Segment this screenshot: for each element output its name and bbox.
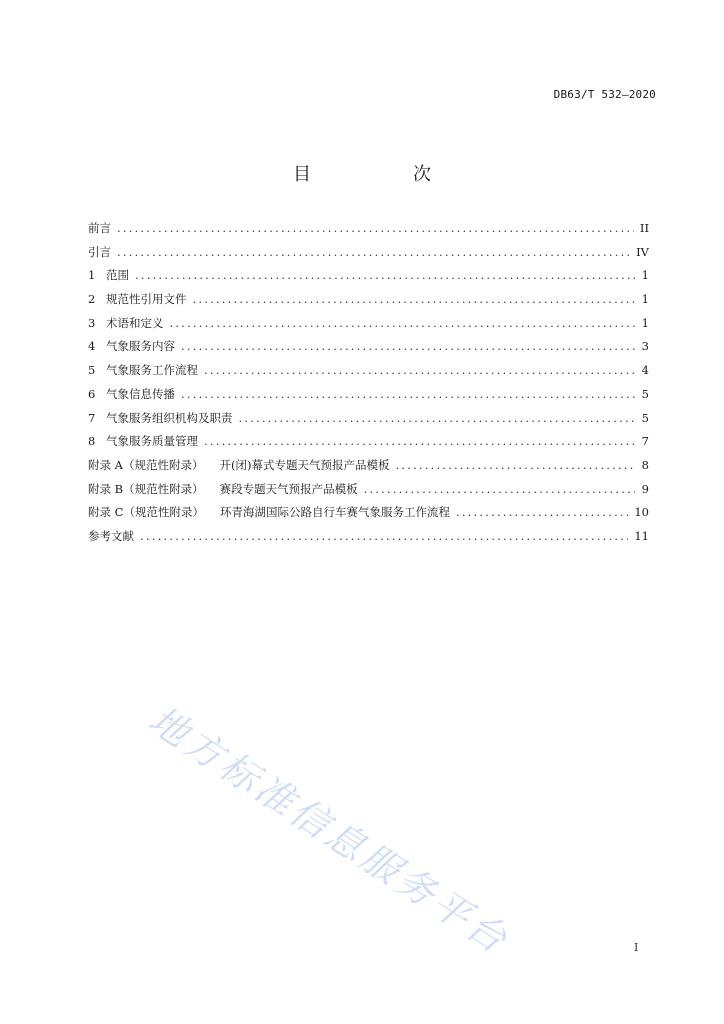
toc-entry-number: 4 <box>88 339 96 354</box>
document-code: DB63/T 532—2020 <box>553 88 656 101</box>
page-number: I <box>634 941 639 954</box>
toc-leader-dots <box>117 245 630 259</box>
toc-entry-label: 气象服务工作流程 <box>106 363 198 378</box>
toc-entry-service-content[interactable] <box>88 338 649 362</box>
toc-leader-dots <box>135 268 635 282</box>
toc-leader-dots <box>239 411 636 425</box>
toc-leader-dots <box>181 339 635 353</box>
toc-entry-label: 开(闭)幕式专题天气预报产品模板 <box>219 457 390 472</box>
toc-entry-label: 赛段专题天气预报产品模板 <box>219 481 358 496</box>
toc-entry-appendix-b[interactable] <box>88 481 649 505</box>
toc-page-number: 1 <box>641 292 649 307</box>
toc-leader-dots <box>456 505 628 519</box>
toc-entry-number: 7 <box>88 410 96 425</box>
toc-entry-label: 规范性引用文件 <box>106 292 187 307</box>
toc-leader-dots <box>181 387 635 401</box>
toc-entry-scope[interactable] <box>88 267 649 291</box>
toc-entry-appendix-a[interactable] <box>88 457 649 481</box>
toc-page-number: 4 <box>641 363 649 378</box>
toc-page-number: 7 <box>641 434 649 449</box>
watermark: 地方标准信息服务平台 <box>141 697 518 964</box>
toc-page-number: 10 <box>634 505 649 520</box>
toc-entry-label: 气象信息传播 <box>106 386 175 401</box>
toc-appendix-prefix: 附录 A（规范性附录） <box>88 457 204 472</box>
toc-page-number: 3 <box>641 339 649 354</box>
toc-entry-label: 引言 <box>88 244 111 259</box>
toc-entry-number: 1 <box>88 268 96 283</box>
toc-entry-number: 2 <box>88 292 96 307</box>
toc-page-number: IV <box>636 244 649 259</box>
toc-page-number: 5 <box>641 410 649 425</box>
toc-entry-dissemination[interactable] <box>88 386 649 410</box>
toc-appendix-prefix: 附录 B（规范性附录） <box>88 481 204 496</box>
toc-leader-dots <box>204 434 635 448</box>
toc-entry-label: 环青海湖国际公路自行车赛气象服务工作流程 <box>219 505 450 520</box>
toc-entry-number: 8 <box>88 434 96 449</box>
toc-leader-dots <box>170 316 636 330</box>
toc-entry-label: 气象服务质量管理 <box>106 434 198 449</box>
toc-entry-foreword[interactable] <box>88 220 649 244</box>
toc-appendix-prefix: 附录 C（规范性附录） <box>88 505 204 520</box>
toc-entry-label: 参考文献 <box>88 528 134 543</box>
toc-leader-dots <box>117 221 634 235</box>
toc-entry-introduction[interactable] <box>88 244 649 268</box>
toc-entry-bibliography[interactable] <box>88 528 649 552</box>
toc-page-number: II <box>639 221 649 235</box>
toc-page-number: 9 <box>641 481 649 496</box>
toc-leader-dots <box>204 363 635 377</box>
toc-entry-organization[interactable] <box>88 410 649 434</box>
toc-leader-dots <box>193 292 636 306</box>
toc-entry-label: 气象服务内容 <box>106 339 175 354</box>
toc-leader-dots <box>364 482 635 496</box>
toc-leader-dots <box>140 529 628 543</box>
toc-entry-label: 术语和定义 <box>106 315 164 330</box>
toc-leader-dots <box>395 458 635 472</box>
toc-page-number: 8 <box>641 457 649 472</box>
toc-page-number: 1 <box>641 268 649 283</box>
toc-entry-label: 范围 <box>106 268 129 283</box>
toc-entry-number: 5 <box>88 363 96 378</box>
toc-entry-number: 6 <box>88 386 96 401</box>
toc-entry-label: 前言 <box>88 221 111 235</box>
toc-entry-appendix-c[interactable] <box>88 504 649 528</box>
toc-page-number: 5 <box>641 386 649 401</box>
table-of-contents <box>88 220 649 552</box>
toc-entry-terms[interactable] <box>88 315 649 339</box>
toc-entry-quality-management[interactable] <box>88 433 649 457</box>
toc-entry-label: 气象服务组织机构及职责 <box>106 410 233 425</box>
toc-page-number: 11 <box>634 528 649 543</box>
toc-title: 目 次 <box>293 164 473 185</box>
toc-entry-normative-references[interactable] <box>88 291 649 315</box>
toc-entry-number: 3 <box>88 315 96 330</box>
toc-page-number: 1 <box>641 315 649 330</box>
toc-entry-workflow[interactable] <box>88 362 649 386</box>
